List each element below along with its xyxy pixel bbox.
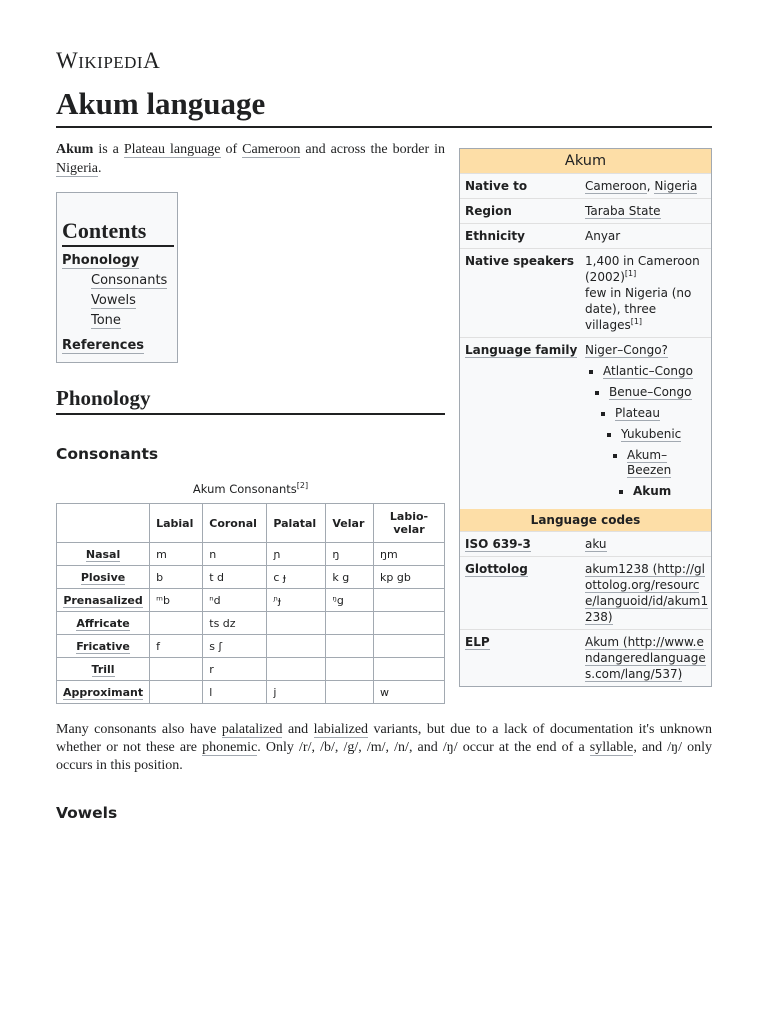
table-cell bbox=[374, 589, 445, 612]
toc-item-tone[interactable] bbox=[91, 311, 172, 331]
row-value bbox=[585, 253, 709, 333]
logo-smallcaps: IKIPEDI bbox=[78, 53, 144, 72]
table-cell bbox=[374, 612, 445, 635]
reference-1[interactable]: [1] bbox=[630, 317, 643, 326]
table-cell bbox=[150, 658, 203, 681]
link-akum-beezen[interactable]: Akum–Beezen bbox=[627, 448, 672, 477]
col-header: Coronal bbox=[203, 504, 267, 543]
link-yukubenic[interactable]: Yukubenic bbox=[621, 427, 682, 441]
link-glottolog-code[interactable]: akum1238 (http://glottolog.org/resource/languoid/id/akum1238) bbox=[585, 562, 709, 624]
link-elp[interactable]: ELP bbox=[465, 635, 490, 649]
intro-text: is a bbox=[93, 142, 124, 157]
table-row bbox=[57, 635, 445, 658]
table-cell: m bbox=[150, 543, 203, 566]
infobox-codes-header: Language codes bbox=[460, 509, 711, 531]
link-elp-entry[interactable]: Akum (http://www.endangeredlanguages.com/lang/537) bbox=[585, 635, 706, 681]
infobox-row-native-speakers bbox=[460, 248, 711, 337]
table-cell: ŋm bbox=[374, 543, 445, 566]
table-cell: ŋ bbox=[326, 543, 374, 566]
text: . Only /r/, /b/, /g/, /m/, /n/, and /ŋ/ occur at the end of a bbox=[257, 740, 590, 755]
table-row bbox=[57, 681, 445, 704]
table-cell: n bbox=[203, 543, 267, 566]
family-tree bbox=[585, 342, 709, 505]
link-phonemic[interactable]: phonemic bbox=[202, 740, 258, 755]
table-cell: ⁿd bbox=[203, 589, 267, 612]
logo-final: A bbox=[143, 48, 161, 73]
col-header: Labial bbox=[150, 504, 203, 543]
table-header-row bbox=[57, 504, 445, 543]
toc-item-vowels[interactable] bbox=[91, 291, 172, 311]
link-nigeria[interactable]: Nigeria bbox=[654, 179, 698, 193]
intro-text: of bbox=[220, 142, 243, 157]
family-node bbox=[633, 484, 709, 499]
text: Many consonants also have bbox=[56, 722, 222, 737]
wikipedia-logo[interactable] bbox=[56, 48, 160, 74]
toc-label: Consonants bbox=[91, 273, 168, 288]
caption-text: Akum Consonants bbox=[192, 482, 297, 496]
table-cell: j bbox=[267, 681, 326, 704]
table-cell bbox=[374, 658, 445, 681]
infobox-row-elp bbox=[460, 629, 711, 686]
table-cell: ᶮɟ bbox=[267, 589, 326, 612]
row-header-label[interactable]: Trill bbox=[91, 662, 115, 676]
col-header: Palatal bbox=[267, 504, 326, 543]
row-value: Anyar bbox=[585, 229, 621, 243]
toc-item-phonology[interactable] bbox=[62, 251, 172, 271]
row-header[interactable] bbox=[57, 681, 150, 704]
consonant-table bbox=[56, 503, 445, 704]
table-cell: kp gb bbox=[374, 566, 445, 589]
infobox-row-glottolog bbox=[460, 556, 711, 629]
intro-text: . bbox=[97, 161, 102, 176]
toc-label: Vowels bbox=[91, 293, 136, 308]
link-iso-code[interactable]: aku bbox=[585, 537, 607, 551]
text: , and /ŋ/ only occurs in this position. bbox=[56, 740, 712, 773]
row-header[interactable] bbox=[57, 566, 150, 589]
col-header: Labio-velar bbox=[374, 504, 445, 543]
text: variants, but due to a lack of documentation it's unknown whether or not these are bbox=[56, 722, 712, 755]
table-cell: r bbox=[203, 658, 267, 681]
family-node bbox=[615, 406, 709, 499]
table-cell: ᵐb bbox=[150, 589, 203, 612]
row-header-label[interactable]: Fricative bbox=[76, 639, 130, 653]
row-header[interactable] bbox=[57, 612, 150, 635]
row-label: Native speakers bbox=[465, 254, 574, 268]
row-label bbox=[465, 342, 585, 505]
col-header: Velar bbox=[326, 504, 374, 543]
table-row bbox=[57, 658, 445, 681]
infobox-row-region bbox=[460, 198, 711, 223]
heading-phonology: Phonology bbox=[56, 384, 445, 415]
table-row bbox=[57, 589, 445, 612]
family-current: Akum bbox=[633, 484, 672, 498]
table-cell bbox=[267, 658, 326, 681]
heading-vowels: Vowels bbox=[56, 804, 118, 822]
speakers-nigeria: few in Nigeria (no date), three villages bbox=[585, 286, 692, 332]
row-header[interactable] bbox=[57, 658, 150, 681]
toc-item-references[interactable] bbox=[62, 336, 172, 356]
link-plateau-language[interactable]: Plateau language bbox=[123, 142, 221, 157]
row-header[interactable] bbox=[57, 543, 150, 566]
link-niger-congo[interactable]: Niger–Congo? bbox=[585, 343, 668, 357]
infobox-row-language-family bbox=[460, 337, 711, 509]
row-header-label[interactable]: Approximant bbox=[63, 685, 144, 699]
table-cell: ᵑg bbox=[326, 589, 374, 612]
speakers-cameroon: 1,400 in Cameroon (2002) bbox=[585, 254, 700, 284]
table-cell: k g bbox=[326, 566, 374, 589]
infobox-title: Akum bbox=[460, 149, 711, 173]
table-cell: w bbox=[374, 681, 445, 704]
caption-reference[interactable]: [2] bbox=[296, 481, 309, 491]
heading-consonants: Consonants bbox=[56, 445, 159, 463]
row-label bbox=[465, 536, 585, 552]
table-cell bbox=[267, 612, 326, 635]
link-cameroon[interactable]: Cameroon bbox=[585, 179, 647, 193]
intro-bold-term: Akum bbox=[56, 142, 94, 157]
table-row bbox=[57, 543, 445, 566]
family-node bbox=[609, 385, 709, 499]
table-cell: t d bbox=[203, 566, 267, 589]
link-cameroon[interactable]: Cameroon bbox=[242, 142, 301, 157]
table-cell bbox=[267, 635, 326, 658]
table-cell bbox=[150, 612, 203, 635]
row-label bbox=[465, 561, 585, 625]
row-header[interactable] bbox=[57, 589, 150, 612]
link-glottolog[interactable]: Glottolog bbox=[465, 562, 528, 576]
infobox-row-native-to bbox=[460, 173, 711, 198]
table-of-contents bbox=[56, 192, 178, 363]
table-row bbox=[57, 612, 445, 635]
link-labialized[interactable]: labialized bbox=[313, 722, 369, 737]
table-cell bbox=[326, 612, 374, 635]
consonant-table-caption bbox=[56, 482, 445, 496]
table-cell bbox=[374, 635, 445, 658]
table-row bbox=[57, 566, 445, 589]
row-header-label[interactable]: Nasal bbox=[85, 547, 121, 561]
table-cell: s ʃ bbox=[203, 635, 267, 658]
toc-label: Tone bbox=[91, 313, 121, 328]
infobox-row-iso bbox=[460, 531, 711, 556]
page-title: Akum language bbox=[56, 84, 712, 128]
reference-1[interactable]: [1] bbox=[624, 269, 637, 278]
logo-initial: W bbox=[56, 48, 79, 73]
link-syllable[interactable]: syllable bbox=[589, 740, 634, 755]
corner-cell bbox=[57, 504, 150, 543]
table-cell bbox=[150, 681, 203, 704]
link-language-family[interactable]: Language family bbox=[465, 343, 578, 357]
table-cell: c ɟ bbox=[267, 566, 326, 589]
link-plateau[interactable]: Plateau bbox=[615, 406, 660, 420]
intro-paragraph bbox=[56, 140, 445, 178]
text: and bbox=[282, 722, 314, 737]
row-header[interactable] bbox=[57, 635, 150, 658]
infobox-row-ethnicity bbox=[460, 223, 711, 248]
table-cell: ts dz bbox=[203, 612, 267, 635]
family-node bbox=[621, 427, 709, 499]
separator: , bbox=[646, 179, 655, 193]
toc-item-consonants[interactable] bbox=[91, 271, 172, 291]
table-cell: f bbox=[150, 635, 203, 658]
link-iso-639-3[interactable]: ISO 639-3 bbox=[465, 537, 531, 551]
consonant-notes-paragraph bbox=[56, 721, 712, 775]
language-infobox bbox=[459, 148, 712, 687]
row-header-label[interactable]: Affricate bbox=[76, 616, 130, 630]
family-node bbox=[627, 448, 709, 499]
link-taraba-state[interactable]: Taraba State bbox=[585, 204, 661, 218]
row-label: Ethnicity bbox=[465, 229, 525, 243]
row-header-label[interactable]: Plosive bbox=[80, 570, 126, 584]
row-label: Native to bbox=[465, 179, 528, 193]
toc-title: Contents bbox=[62, 217, 174, 247]
table-cell bbox=[326, 658, 374, 681]
row-label: Region bbox=[465, 204, 512, 218]
row-header-label[interactable]: Prenasalized bbox=[63, 593, 143, 607]
table-cell: l bbox=[203, 681, 267, 704]
link-atlantic-congo[interactable]: Atlantic–Congo bbox=[603, 364, 693, 378]
toc-label: References bbox=[62, 338, 145, 353]
link-palatalized[interactable]: palatalized bbox=[221, 722, 283, 737]
table-cell bbox=[326, 681, 374, 704]
row-label bbox=[465, 634, 585, 682]
family-node bbox=[603, 364, 709, 499]
toc-label: Phonology bbox=[62, 253, 140, 268]
link-benue-congo[interactable]: Benue–Congo bbox=[609, 385, 692, 399]
table-cell: ɲ bbox=[267, 543, 326, 566]
table-cell: b bbox=[150, 566, 203, 589]
table-cell bbox=[326, 635, 374, 658]
intro-text: and across the border in bbox=[300, 142, 445, 157]
link-nigeria[interactable]: Nigeria bbox=[56, 161, 98, 176]
